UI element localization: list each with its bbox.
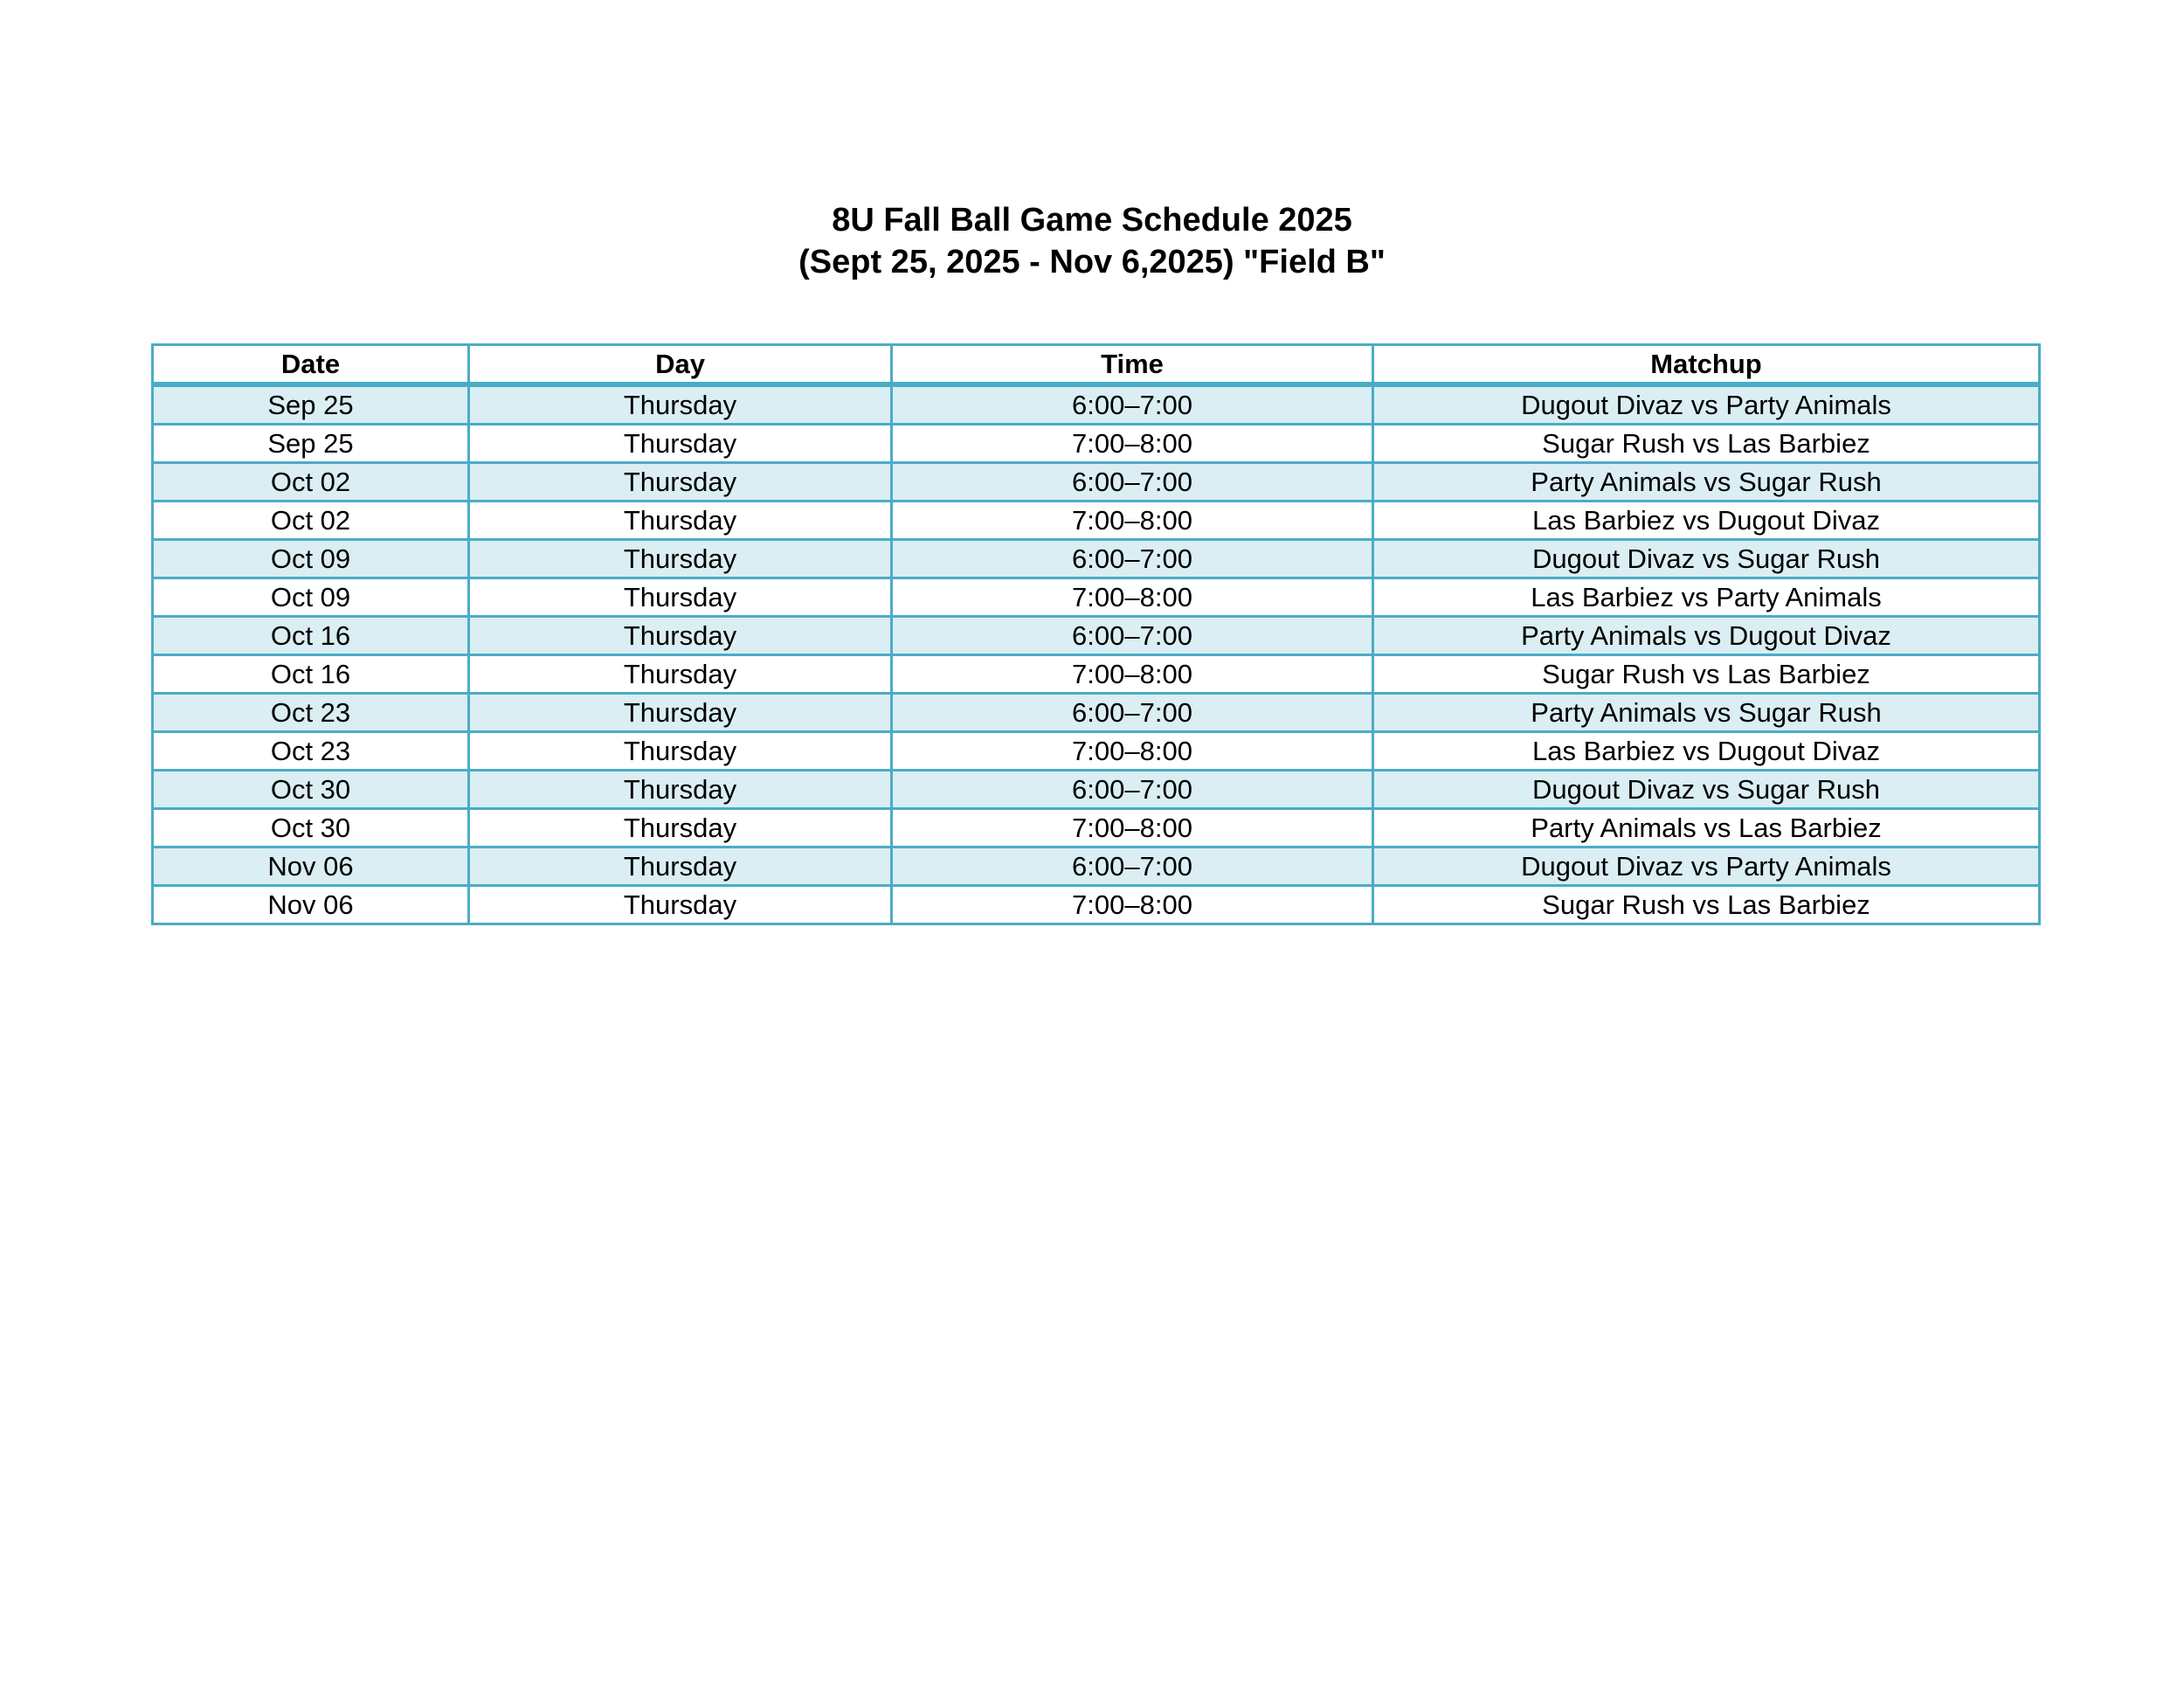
cell-matchup: Party Animals vs Sugar Rush (1373, 463, 2040, 502)
cell-date: Oct 30 (153, 771, 469, 809)
cell-date: Oct 23 (153, 732, 469, 771)
cell-matchup: Sugar Rush vs Las Barbiez (1373, 425, 2040, 463)
cell-time: 6:00–7:00 (892, 463, 1373, 502)
cell-matchup: Dugout Divaz vs Sugar Rush (1373, 771, 2040, 809)
cell-time: 7:00–8:00 (892, 886, 1373, 924)
table-row (153, 809, 2040, 847)
cell-day: Thursday (469, 771, 892, 809)
table-row (153, 384, 2040, 425)
table-row (153, 655, 2040, 694)
cell-time: 6:00–7:00 (892, 617, 1373, 655)
cell-day: Thursday (469, 847, 892, 886)
cell-time: 7:00–8:00 (892, 655, 1373, 694)
cell-time: 7:00–8:00 (892, 425, 1373, 463)
cell-time: 6:00–7:00 (892, 694, 1373, 732)
table-row (153, 847, 2040, 886)
cell-date: Oct 30 (153, 809, 469, 847)
cell-day: Thursday (469, 732, 892, 771)
title-block (0, 199, 2184, 283)
table-header (153, 345, 2040, 385)
cell-time: 6:00–7:00 (892, 384, 1373, 425)
cell-day: Thursday (469, 425, 892, 463)
header-matchup: Matchup (1373, 345, 2040, 385)
header-time: Time (892, 345, 1373, 385)
cell-day: Thursday (469, 502, 892, 540)
cell-day: Thursday (469, 384, 892, 425)
cell-matchup: Dugout Divaz vs Party Animals (1373, 384, 2040, 425)
cell-date: Oct 23 (153, 694, 469, 732)
cell-day: Thursday (469, 886, 892, 924)
cell-matchup: Las Barbiez vs Dugout Divaz (1373, 732, 2040, 771)
cell-date: Oct 16 (153, 617, 469, 655)
table-row (153, 886, 2040, 924)
cell-date: Nov 06 (153, 886, 469, 924)
cell-date: Oct 16 (153, 655, 469, 694)
cell-date: Oct 09 (153, 540, 469, 578)
table-row (153, 732, 2040, 771)
cell-date: Nov 06 (153, 847, 469, 886)
header-date: Date (153, 345, 469, 385)
cell-day: Thursday (469, 463, 892, 502)
cell-matchup: Las Barbiez vs Party Animals (1373, 578, 2040, 617)
table-row (153, 578, 2040, 617)
cell-matchup: Party Animals vs Sugar Rush (1373, 694, 2040, 732)
cell-matchup: Dugout Divaz vs Party Animals (1373, 847, 2040, 886)
cell-matchup: Sugar Rush vs Las Barbiez (1373, 655, 2040, 694)
cell-time: 6:00–7:00 (892, 847, 1373, 886)
cell-time: 7:00–8:00 (892, 732, 1373, 771)
header-day: Day (469, 345, 892, 385)
cell-day: Thursday (469, 578, 892, 617)
cell-matchup: Party Animals vs Dugout Divaz (1373, 617, 2040, 655)
page-subtitle: (Sept 25, 2025 - Nov 6,2025) "Field B" (798, 244, 1386, 280)
cell-matchup: Las Barbiez vs Dugout Divaz (1373, 502, 2040, 540)
cell-time: 6:00–7:00 (892, 771, 1373, 809)
table-row (153, 502, 2040, 540)
cell-date: Sep 25 (153, 384, 469, 425)
cell-matchup: Sugar Rush vs Las Barbiez (1373, 886, 2040, 924)
cell-time: 7:00–8:00 (892, 502, 1373, 540)
page-title: 8U Fall Ball Game Schedule 2025 (832, 202, 1352, 239)
cell-day: Thursday (469, 809, 892, 847)
table-row (153, 771, 2040, 809)
table-row (153, 694, 2040, 732)
cell-day: Thursday (469, 655, 892, 694)
cell-day: Thursday (469, 694, 892, 732)
cell-time: 7:00–8:00 (892, 578, 1373, 617)
table-row (153, 425, 2040, 463)
table-row (153, 617, 2040, 655)
table-body (153, 384, 2040, 924)
header-row (153, 345, 2040, 385)
table-row (153, 540, 2040, 578)
cell-matchup: Dugout Divaz vs Sugar Rush (1373, 540, 2040, 578)
cell-date: Oct 09 (153, 578, 469, 617)
cell-day: Thursday (469, 617, 892, 655)
cell-time: 7:00–8:00 (892, 809, 1373, 847)
cell-date: Oct 02 (153, 463, 469, 502)
schedule-table (151, 343, 2041, 925)
cell-date: Oct 02 (153, 502, 469, 540)
cell-day: Thursday (469, 540, 892, 578)
cell-time: 6:00–7:00 (892, 540, 1373, 578)
cell-date: Sep 25 (153, 425, 469, 463)
cell-matchup: Party Animals vs Las Barbiez (1373, 809, 2040, 847)
table-row (153, 463, 2040, 502)
